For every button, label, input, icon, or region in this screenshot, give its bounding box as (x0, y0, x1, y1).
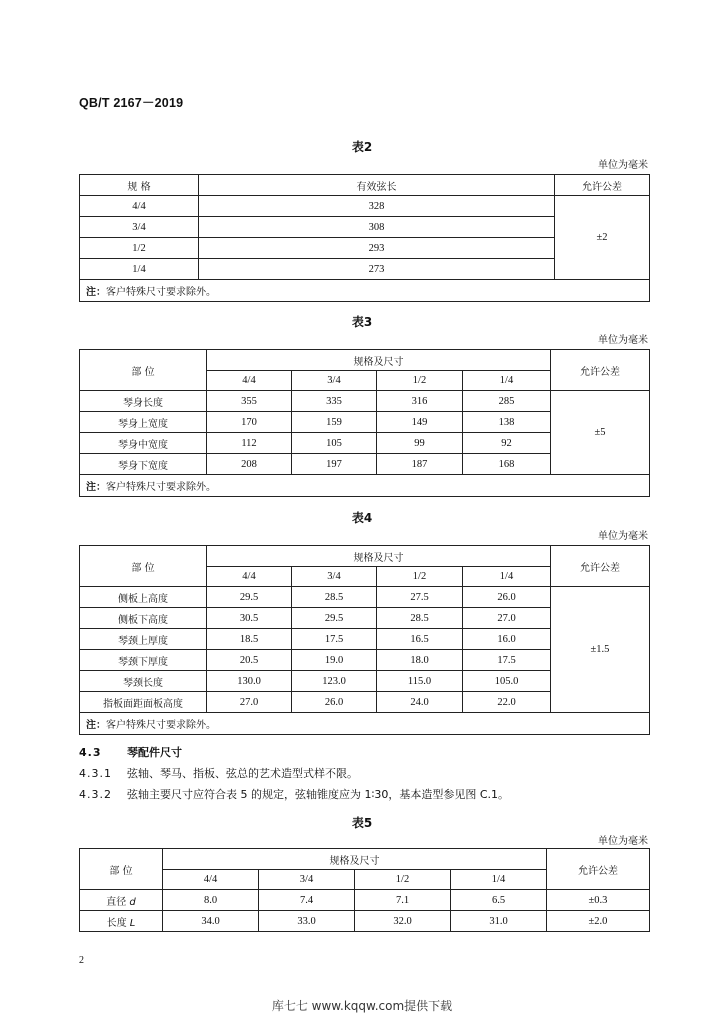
table5-part-cell (80, 911, 163, 932)
table5-size-header: 3/4 (259, 870, 355, 890)
clause-4-3-1 (79, 765, 358, 781)
table4-value-cell: 18.0 (377, 650, 463, 671)
table4-value-cell: 18.5 (207, 629, 292, 650)
table5-value-cell: 33.0 (259, 911, 355, 932)
table2-header-spec: 规 格 (80, 175, 199, 196)
table-row (80, 587, 650, 608)
table4-part-cell: 侧板下高度 (80, 608, 207, 629)
table4-size-header: 4/4 (207, 567, 292, 587)
table4-size-header: 1/4 (463, 567, 551, 587)
table3-size-header: 3/4 (292, 371, 377, 391)
table3-caption: 表3 (351, 315, 373, 329)
table4-value-cell: 27.0 (207, 692, 292, 713)
table5-value-cell: 7.4 (259, 890, 355, 911)
table3-unit: 单位为毫米 (598, 335, 648, 346)
table2-spec-cell: 1/4 (80, 259, 199, 280)
table2-header-tolerance: 允许公差 (555, 175, 650, 196)
table3-value-cell: 92 (463, 433, 551, 454)
section-number: 4.3 (79, 746, 102, 759)
table3-value-cell: 149 (377, 412, 463, 433)
table5-tolerance-cell: ±2.0 (547, 911, 650, 932)
table3-part-cell: 琴身长度 (80, 391, 207, 412)
table4-note (80, 713, 650, 735)
table5-size-header: 1/2 (355, 870, 451, 890)
table4-value-cell: 27.0 (463, 608, 551, 629)
variable-symbol: d (129, 896, 136, 908)
table4-tolerance-cell: ±1.5 (551, 587, 650, 713)
table-row (80, 391, 650, 412)
table3 (79, 349, 650, 497)
table4-part-cell: 侧板上高度 (80, 587, 207, 608)
table3-size-header: 4/4 (207, 371, 292, 391)
table5-value-cell: 7.1 (355, 890, 451, 911)
table2 (79, 174, 650, 302)
table3-size-header: 1/2 (377, 371, 463, 391)
table2-caption: 表2 (351, 140, 373, 154)
table4-value-cell: 27.5 (377, 587, 463, 608)
table4-value-cell: 24.0 (377, 692, 463, 713)
table4-value-cell: 30.5 (207, 608, 292, 629)
table2-unit: 单位为毫米 (598, 160, 648, 171)
table4-value-cell: 26.0 (292, 692, 377, 713)
table4-value-cell: 115.0 (377, 671, 463, 692)
table5-value-cell: 34.0 (163, 911, 259, 932)
table5-header-spec: 规格及尺寸 (163, 849, 547, 870)
table5-size-header: 1/4 (451, 870, 547, 890)
table4-size-header: 1/2 (377, 567, 463, 587)
table2-tolerance-cell: ±2 (555, 196, 650, 280)
clause-number: 4.3.1 (79, 767, 112, 780)
table4 (79, 545, 650, 735)
section-title: 琴配件尺寸 (127, 746, 182, 759)
table3-tolerance-cell: ±5 (551, 391, 650, 475)
table5-header-tolerance: 允许公差 (547, 849, 650, 890)
table3-part-cell: 琴身下宽度 (80, 454, 207, 475)
table5-part-cell (80, 890, 163, 911)
table2-length-cell: 273 (199, 259, 555, 280)
table3-header-tolerance: 允许公差 (551, 350, 650, 391)
table3-value-cell: 187 (377, 454, 463, 475)
note-text: 客户特殊尺寸要求除外。 (106, 287, 216, 298)
table4-value-cell: 29.5 (292, 608, 377, 629)
table4-value-cell: 19.0 (292, 650, 377, 671)
table4-value-cell: 22.0 (463, 692, 551, 713)
table3-part-cell: 琴身上宽度 (80, 412, 207, 433)
table4-part-cell: 琴颈上厚度 (80, 629, 207, 650)
table5-caption: 表5 (351, 816, 373, 830)
table4-value-cell: 20.5 (207, 650, 292, 671)
section-heading (79, 744, 182, 760)
table-row (80, 196, 650, 217)
table5-value-cell: 6.5 (451, 890, 547, 911)
part-label: 长度 (106, 917, 127, 929)
table3-value-cell: 285 (463, 391, 551, 412)
table4-part-cell: 指板面距面板高度 (80, 692, 207, 713)
table5-header-part: 部 位 (80, 849, 163, 890)
part-label: 直径 (106, 896, 127, 908)
table4-value-cell: 29.5 (207, 587, 292, 608)
note-label: 注： (86, 482, 106, 493)
table3-value-cell: 99 (377, 433, 463, 454)
table4-value-cell: 17.5 (292, 629, 377, 650)
table2-spec-cell: 1/2 (80, 238, 199, 259)
table2-spec-cell: 3/4 (80, 217, 199, 238)
table2-length-cell: 308 (199, 217, 555, 238)
table2-length-cell: 293 (199, 238, 555, 259)
table4-part-cell: 琴颈下厚度 (80, 650, 207, 671)
table4-value-cell: 26.0 (463, 587, 551, 608)
clause-text: 弦轴主要尺寸应符合表 5 的规定，弦轴锥度应为 1∶30，基本造型参见图 C.1。 (127, 788, 510, 801)
table3-value-cell: 335 (292, 391, 377, 412)
table4-header-tolerance: 允许公差 (551, 546, 650, 587)
table3-note (80, 475, 650, 497)
table4-value-cell: 130.0 (207, 671, 292, 692)
table3-value-cell: 355 (207, 391, 292, 412)
table3-header-part: 部 位 (80, 350, 207, 391)
table2-header-length: 有效弦长 (199, 175, 555, 196)
table3-header-spec: 规格及尺寸 (207, 350, 551, 371)
table5-value-cell: 8.0 (163, 890, 259, 911)
clause-4-3-2 (79, 786, 509, 802)
table-row (80, 890, 650, 911)
table5 (79, 848, 650, 932)
table4-size-header: 3/4 (292, 567, 377, 587)
table5-size-header: 4/4 (163, 870, 259, 890)
table3-value-cell: 197 (292, 454, 377, 475)
table3-value-cell: 138 (463, 412, 551, 433)
table4-value-cell: 17.5 (463, 650, 551, 671)
table4-value-cell: 105.0 (463, 671, 551, 692)
table4-value-cell: 28.5 (377, 608, 463, 629)
note-text: 客户特殊尺寸要求除外。 (106, 720, 216, 731)
note-label: 注： (86, 720, 106, 731)
table3-value-cell: 208 (207, 454, 292, 475)
download-footer: 库七七 www.kqqw.com提供下载 (271, 999, 453, 1013)
table3-size-header: 1/4 (463, 371, 551, 391)
table4-unit: 单位为毫米 (598, 531, 648, 542)
table5-value-cell: 32.0 (355, 911, 451, 932)
table3-value-cell: 170 (207, 412, 292, 433)
table4-value-cell: 16.0 (463, 629, 551, 650)
note-text: 客户特殊尺寸要求除外。 (106, 482, 216, 493)
table5-tolerance-cell: ±0.3 (547, 890, 650, 911)
table5-value-cell: 31.0 (451, 911, 547, 932)
table2-note (80, 280, 650, 302)
table4-caption: 表4 (351, 511, 373, 525)
table4-value-cell: 123.0 (292, 671, 377, 692)
note-label: 注： (86, 287, 106, 298)
table5-unit: 单位为毫米 (598, 836, 648, 847)
standard-code: QB/T 2167－2019 (79, 96, 184, 110)
table3-value-cell: 159 (292, 412, 377, 433)
table3-value-cell: 105 (292, 433, 377, 454)
table4-header-spec: 规格及尺寸 (207, 546, 551, 567)
table4-header-part: 部 位 (80, 546, 207, 587)
table3-value-cell: 316 (377, 391, 463, 412)
table3-part-cell: 琴身中宽度 (80, 433, 207, 454)
page-number: 2 (79, 955, 84, 966)
table4-value-cell: 16.5 (377, 629, 463, 650)
table3-value-cell: 112 (207, 433, 292, 454)
table-row (80, 911, 650, 932)
variable-symbol: L (129, 917, 136, 929)
table4-part-cell: 琴颈长度 (80, 671, 207, 692)
clause-text: 弦轴、琴马、指板、弦总的艺术造型式样不限。 (127, 767, 358, 780)
clause-number: 4.3.2 (79, 788, 112, 801)
table3-value-cell: 168 (463, 454, 551, 475)
table2-spec-cell: 4/4 (80, 196, 199, 217)
table2-length-cell: 328 (199, 196, 555, 217)
table4-value-cell: 28.5 (292, 587, 377, 608)
